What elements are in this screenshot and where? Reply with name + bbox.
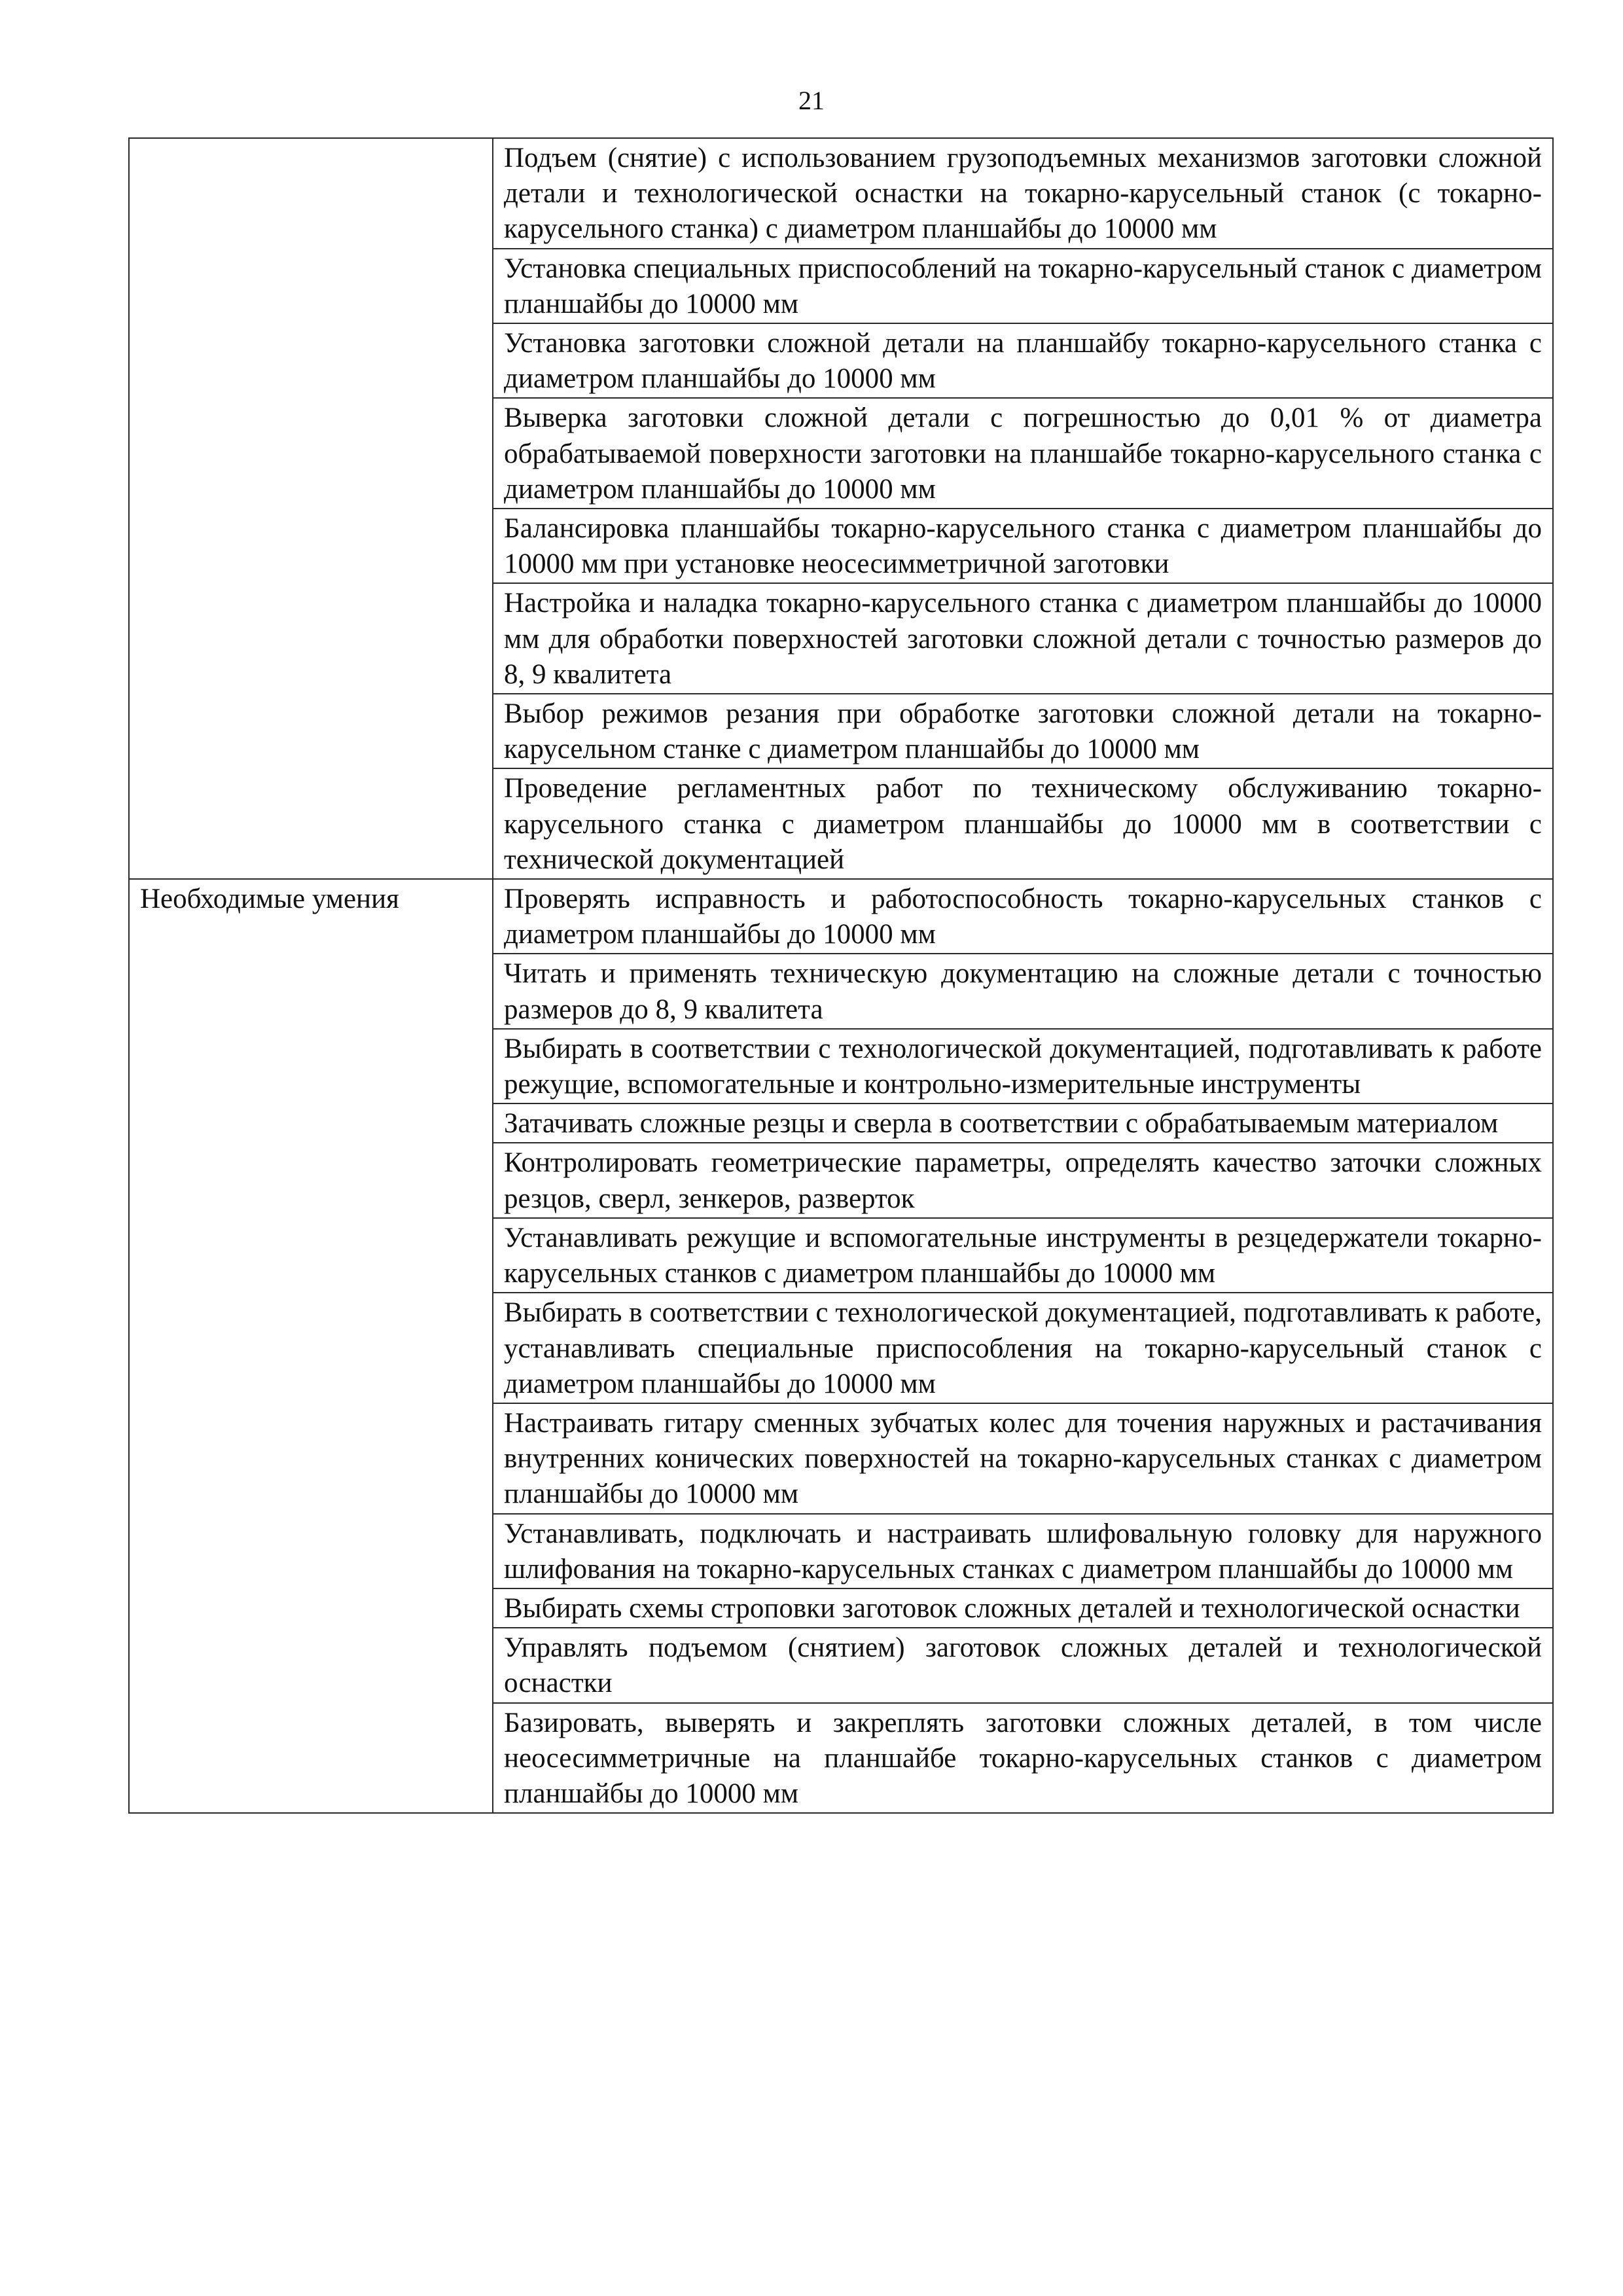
table-cell-skill: Затачивать сложные резцы и сверла в соответствии с обрабатываемым материалом [493, 1103, 1553, 1143]
table-cell-action: Подъем (снятие) с использованием грузоподъемных механизмов заготовки сложной детали и технологической оснастки на токарно-карусельный станок (с токарно-карусельного станка) с диаметром планшайбы до 10000 мм [493, 138, 1553, 249]
table-cell-action: Проведение регламентных работ по техническому обслуживанию токарно-карусельного станка с диаметром планшайбы до 10000 мм в соответствии с технической документацией [493, 768, 1553, 879]
table-cell-skill: Настраивать гитару сменных зубчатых колес для точения наружных и растачивания внутренних конических поверхностей на токарно-карусельных станках с диаметром планшайбы до 10000 мм [493, 1403, 1553, 1514]
table-cell-skill: Проверять исправность и работоспособность токарно-карусельных станков с диаметром планшайбы до 10000 мм [493, 879, 1553, 954]
skills-label-cell: Необходимые умения [129, 879, 493, 1813]
table-cell-skill: Контролировать геометрические параметры, определять качество заточки сложных резцов, сверл, зенкеров, разверток [493, 1143, 1553, 1217]
continuation-label-cell [129, 138, 493, 879]
table-cell-skill: Читать и применять техническую документацию на сложные детали с точностью размеров до 8, 9 квалитета [493, 954, 1553, 1028]
table-cell-skill: Выбирать схемы строповки заготовок сложных деталей и технологической оснастки [493, 1588, 1553, 1628]
table-cell-action: Балансировка планшайбы токарно-карусельного станка с диаметром планшайбы до 10000 мм при установке неосесимметричной заготовки [493, 509, 1553, 583]
table-cell-action: Выбор режимов резания при обработке заготовки сложной детали на токарно-карусельном станке с диаметром планшайбы до 10000 мм [493, 694, 1553, 768]
table-cell-skill: Управлять подъемом (снятием) заготовок сложных деталей и технологической оснастки [493, 1628, 1553, 1702]
table-cell-action: Установка заготовки сложной детали на планшайбу токарно-карусельного станка с диаметром планшайбы до 10000 мм [493, 323, 1553, 398]
table-row [129, 138, 1553, 249]
table-cell-action: Настройка и наладка токарно-карусельного станка с диаметром планшайбы до 10000 мм для обработки поверхностей заготовки сложной детали с точностью размеров до 8, 9 квалитета [493, 583, 1553, 694]
table-cell-skill: Устанавливать, подключать и настраивать шлифовальную головку для наружного шлифования на токарно-карусельных станках с диаметром планшайбы до 10000 мм [493, 1514, 1553, 1588]
table-cell-skill: Выбирать в соответствии с технологической документацией, подготавливать к работе, устанавливать специальные приспособления на токарно-карусельный станок с диаметром планшайбы до 10000 мм [493, 1293, 1553, 1403]
page-number: 21 [798, 86, 825, 115]
table-cell-skill: Базировать, выверять и закреплять заготовки сложных деталей, в том числе неосесимметричные на планшайбе токарно-карусельных станков с диаметром планшайбы до 10000 мм [493, 1703, 1553, 1814]
table-row [129, 879, 1553, 954]
table-cell-action: Выверка заготовки сложной детали с погрешностью до 0,01 % от диаметра обрабатываемой поверхности заготовки на планшайбе токарно-карусельного станка с диаметром планшайбы до 10000 мм [493, 398, 1553, 509]
requirements-table [128, 137, 1554, 1814]
table-cell-action: Установка специальных приспособлений на токарно-карусельный станок с диаметром планшайбы до 10000 мм [493, 249, 1553, 323]
table-cell-skill: Выбирать в соответствии с технологической документацией, подготавливать к работе режущие, вспомогательные и контрольно-измерительные инструменты [493, 1029, 1553, 1103]
table-cell-skill: Устанавливать режущие и вспомогательные инструменты в резцедержатели токарно-карусельных станков с диаметром планшайбы до 10000 мм [493, 1218, 1553, 1293]
